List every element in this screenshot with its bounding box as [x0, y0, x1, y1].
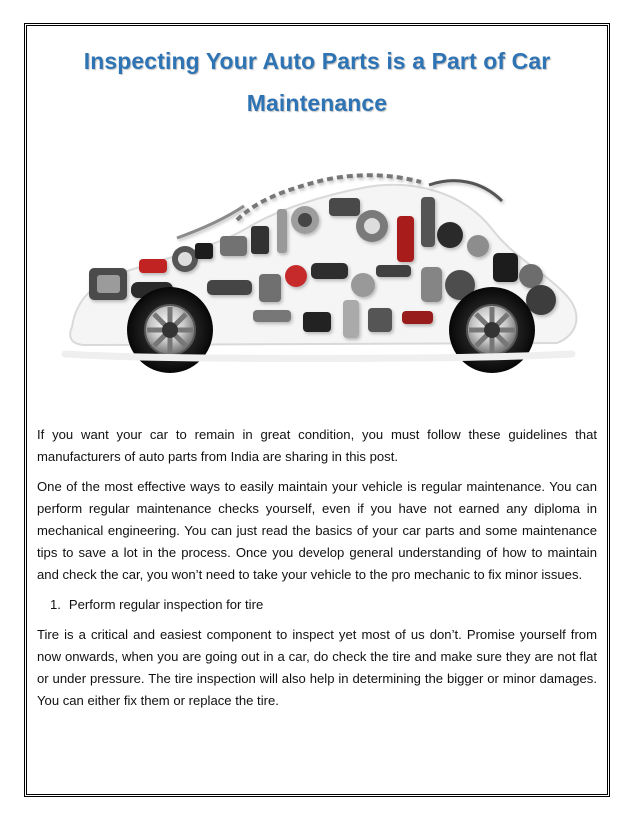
paragraph-2: One of the most effective ways to easily maintain your vehicle is regular maintenance. You can perform regular maintenance checks yourself, even if you have not earned any diploma in mechanical engineering. You can just read the basics of your car parts and some maintenance tips to save a lot in the process. Once you develop general understanding of how to maintain and check the car, you won’t need to take your vehicle to the pro mechanic to fix minor issues. [37, 479, 597, 582]
car-parts-illustration-icon [37, 142, 597, 408]
maintenance-list [37, 594, 597, 616]
list-number: 1. [50, 597, 61, 612]
document-content [37, 40, 597, 720]
maintenance-list-item-1 [50, 594, 597, 616]
car-parts-image [37, 142, 597, 408]
paragraph-3: Tire is a critical and easiest component to inspect yet most of us don’t. Promise yourself from now onwards, when you are going out in a car, do check the tire and make sure they are not flat or under pressure. The tire inspection will also help in determining the bigger or minor damages. You can either fix them or replace the tire. [37, 627, 597, 708]
article-body [37, 424, 597, 712]
paragraph-1: If you want your car to remain in great condition, you must follow these guidelines that manufacturers of auto parts from India are sharing in this post. [37, 427, 597, 464]
document-page [24, 23, 610, 797]
document-title: Inspecting Your Auto Parts is a Part of Car Maintenance [83, 48, 551, 116]
list-item-text: Perform regular inspection for tire [68, 597, 264, 612]
